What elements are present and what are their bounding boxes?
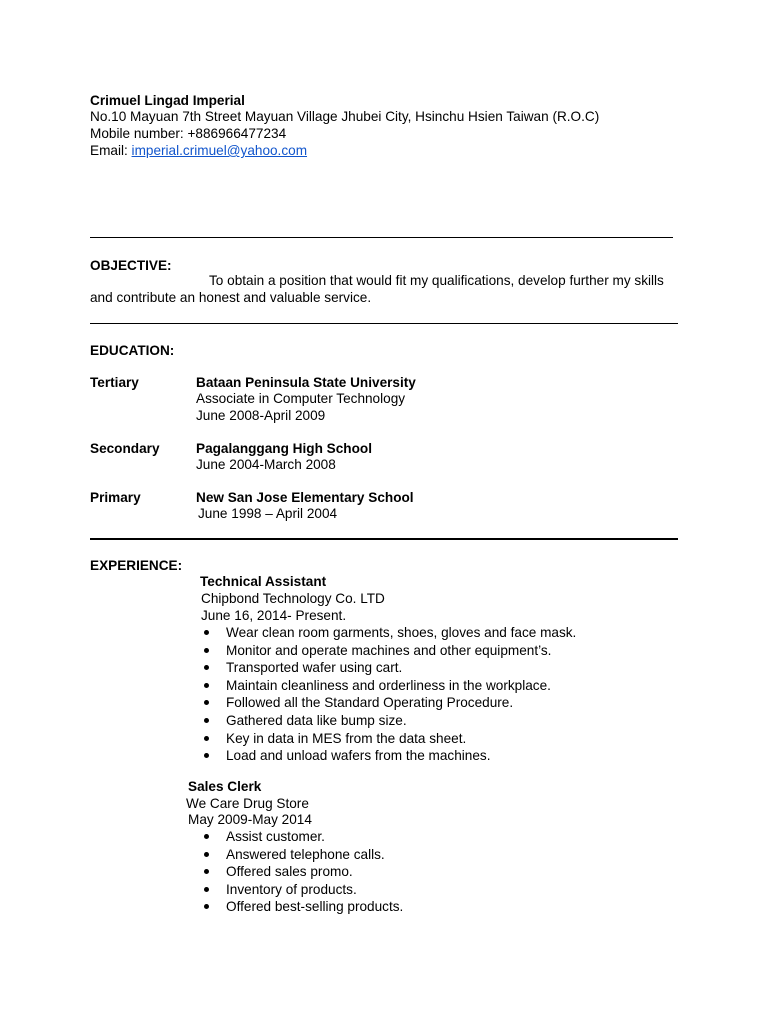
bullet-icon [204, 834, 209, 839]
education-school: Pagalanggang High School [196, 441, 372, 456]
duty-item: Transported wafer using cart. [200, 660, 576, 678]
mobile-line: Mobile number: +886966477234 [90, 126, 287, 141]
objective-text-line2: and contribute an honest and valuable service. [90, 290, 372, 305]
bullet-icon [204, 718, 209, 723]
job-company: We Care Drug Store [186, 796, 309, 811]
education-level: Secondary [90, 441, 160, 456]
duty-item: Answered telephone calls. [200, 847, 403, 865]
education-level: Tertiary [90, 375, 139, 390]
address-line: No.10 Mayuan 7th Street Mayuan Village Jhubei City, Hsinchu Hsien Taiwan (R.O.C) [90, 109, 600, 124]
divider-education [90, 538, 678, 540]
duty-item: Monitor and operate machines and other equipment’s. [200, 643, 576, 661]
duty-item: Assist customer. [200, 829, 403, 847]
objective-heading: OBJECTIVE: [90, 258, 172, 273]
bullet-icon [204, 736, 209, 741]
education-heading: EDUCATION: [90, 343, 175, 358]
email-link[interactable]: imperial.crimuel@yahoo.com [131, 143, 308, 158]
bullet-icon [204, 852, 209, 857]
divider-objective [90, 323, 678, 324]
job-title: Technical Assistant [200, 574, 327, 589]
objective-text-line1: To obtain a position that would fit my qualifications, develop further my skills [209, 273, 664, 288]
education-school: New San Jose Elementary School [196, 490, 414, 505]
bullet-icon [204, 700, 209, 705]
bullet-icon [204, 648, 209, 653]
bullet-icon [204, 683, 209, 688]
job-title: Sales Clerk [188, 779, 262, 794]
duty-item: Wear clean room garments, shoes, gloves and face mask. [200, 625, 576, 643]
education-dates: June 1998 – April 2004 [198, 506, 338, 521]
education-detail: Associate in Computer Technology [196, 391, 406, 406]
duty-item: Load and unload wafers from the machines. [200, 748, 576, 766]
bullet-icon [204, 887, 209, 892]
education-dates: June 2008-April 2009 [196, 408, 326, 423]
job-company: Chipbond Technology Co. LTD [201, 591, 385, 606]
education-dates: June 2004-March 2008 [196, 457, 336, 472]
job-duties-list [200, 625, 576, 766]
divider-header [90, 237, 673, 238]
email-label: Email: [90, 143, 132, 158]
bullet-icon [204, 869, 209, 874]
bullet-icon [204, 753, 209, 758]
duty-item: Inventory of products. [200, 882, 403, 900]
job-duties-list [200, 829, 403, 917]
job-dates: May 2009-May 2014 [188, 812, 312, 827]
experience-heading: EXPERIENCE: [90, 558, 183, 573]
duty-item: Key in data in MES from the data sheet. [200, 731, 576, 749]
education-level: Primary [90, 490, 141, 505]
duty-item: Offered sales promo. [200, 864, 403, 882]
education-school: Bataan Peninsula State University [196, 375, 416, 390]
bullet-icon [204, 904, 209, 909]
applicant-name: Crimuel Lingad Imperial [90, 93, 245, 108]
duty-item: Gathered data like bump size. [200, 713, 576, 731]
duty-item: Maintain cleanliness and orderliness in the workplace. [200, 678, 576, 696]
job-dates: June 16, 2014- Present. [201, 608, 347, 623]
bullet-icon [204, 630, 209, 635]
duty-item: Followed all the Standard Operating Procedure. [200, 695, 576, 713]
duty-item: Offered best-selling products. [200, 899, 403, 917]
email-line [90, 143, 307, 159]
bullet-icon [204, 665, 209, 670]
